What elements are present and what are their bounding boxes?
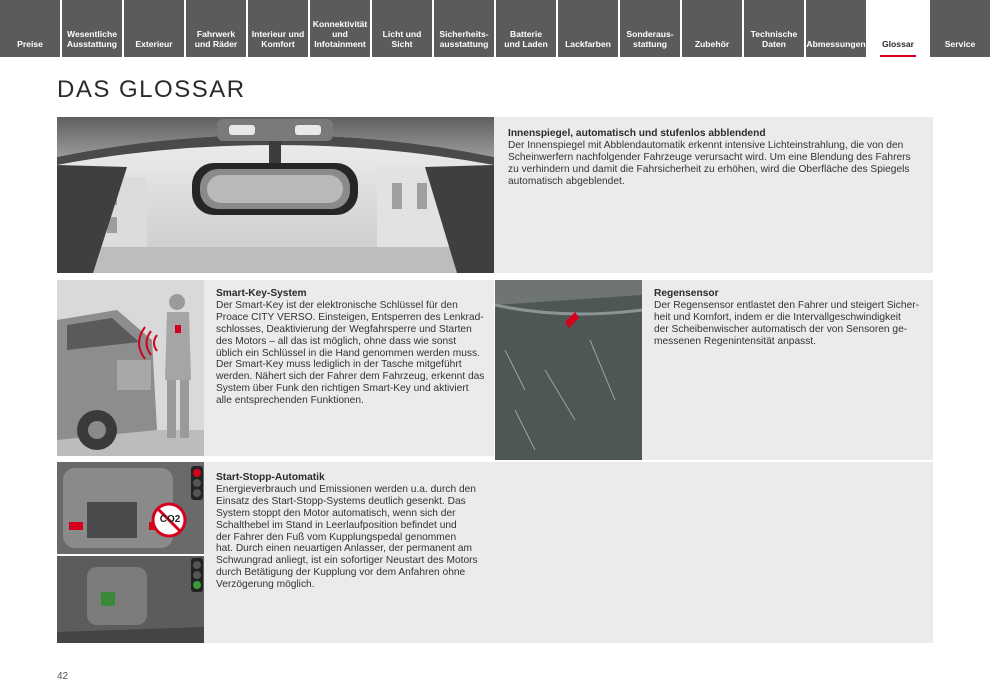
rain-image	[495, 280, 642, 460]
rain-entry	[654, 288, 924, 348]
page-number: 42	[57, 671, 69, 682]
tab-glossar[interactable]: Glossar	[868, 0, 928, 57]
tab-technische-daten[interactable]: Technische Daten	[744, 0, 804, 57]
tab-sonderausstattung[interactable]: Sonderaus- stattung	[620, 0, 680, 57]
mirror-entry	[508, 128, 923, 188]
tab-zubehoer[interactable]: Zubehör	[682, 0, 742, 57]
tab-exterieur[interactable]: Exterieur	[124, 0, 184, 57]
tab-wesentliche-ausstattung[interactable]: Wesentliche Ausstattung	[62, 0, 122, 57]
startstop-body: Energieverbrauch und Emissionen werden u.a. durch den Einsatz des Start-Stopp-Systems deutlich gesenkt. Das System stoppt den Motor automatisch, wenn sich der Schalthebel im Stand in Leerlaufposition befindet und der Fahrer den Fuß vom Kupplungspedal genommen hat. Durch einen neuartigen Anlasser, der permanent am Schwungrad anliegt, ist ein sofortiger Neustart des Motors durch Betätigung der Kupplung vor dem Anfahren ohne Verzögerung möglich.	[216, 483, 478, 591]
rain-heading: Regensensor	[654, 288, 719, 299]
tab-interieur-und-komfort[interactable]: Interieur und Komfort	[248, 0, 308, 57]
tab-abmessungen[interactable]: Abmessungen	[806, 0, 866, 57]
tab-lackfarben[interactable]: Lackfarben	[558, 0, 618, 57]
tab-fahrwerk-und-raeder[interactable]: Fahrwerk und Räder	[186, 0, 246, 57]
startstop-image	[57, 462, 204, 643]
tab-service[interactable]: Service	[930, 0, 990, 57]
co2-badge-label: CO2	[159, 514, 181, 525]
smartkey-body: Der Smart-Key ist der elektronische Schlüssel für den Proace CITY VERSO. Einsteigen, Entsperren des Lenkrad- schlosses, Deaktivierung der Wegfahrsperre und Starten des Motors – all das ist möglich, ohne dass wie sonst üblich ein Schlüssel in die Hand genommen werden muss. Der Smart-Key muss lediglich in der Tasche mitgeführt werden. Nähert sich der Fahrer dem Fahrzeug, erkennt das System über Funk den richtigen Smart-Key und aktiviert alle entsprechenden Funktionen.	[216, 299, 485, 407]
tab-konnektivitaet[interactable]: Konnektivität und Infotainment	[310, 0, 370, 57]
rain-body: Der Regensensor entlastet den Fahrer und steigert Sicher- heit und Komfort, indem er die Intervallgeschwindigkeit der Scheibenwischer automatisch der von Sensoren ge- messenen Regenintensität anpasst.	[654, 299, 920, 347]
startstop-entry	[216, 472, 488, 591]
tab-licht-und-sicht[interactable]: Licht und Sicht	[372, 0, 432, 57]
smartkey-image	[57, 280, 204, 456]
tab-preise[interactable]: Preise	[0, 0, 60, 57]
tab-sicherheitsausstattung[interactable]: Sicherheits- ausstattung	[434, 0, 494, 57]
smartkey-heading: Smart-Key-System	[216, 288, 307, 299]
mirror-image	[57, 117, 494, 273]
mirror-heading: Innenspiegel, automatisch und stufenlos abblendend	[508, 128, 766, 139]
mirror-body: Der Innenspiegel mit Abblendautomatik erkennt intensive Lichteinstrahlung, die von den Scheinwerfern nachfolgender Fahrzeuge verursacht wird. Um eine Blendung des Fahrers zu verhindern und damit die Fahrsicherheit zu erhöhen, wird die Oberfläche des Spiegels automatisch abgeblendet.	[508, 139, 911, 187]
startstop-heading: Start-Stopp-Automatik	[216, 472, 325, 483]
page-title: DAS GLOSSAR	[57, 76, 246, 103]
smartkey-entry	[216, 288, 488, 407]
top-navigation	[0, 0, 990, 57]
tab-batterie-und-laden[interactable]: Batterie und Laden	[496, 0, 556, 57]
